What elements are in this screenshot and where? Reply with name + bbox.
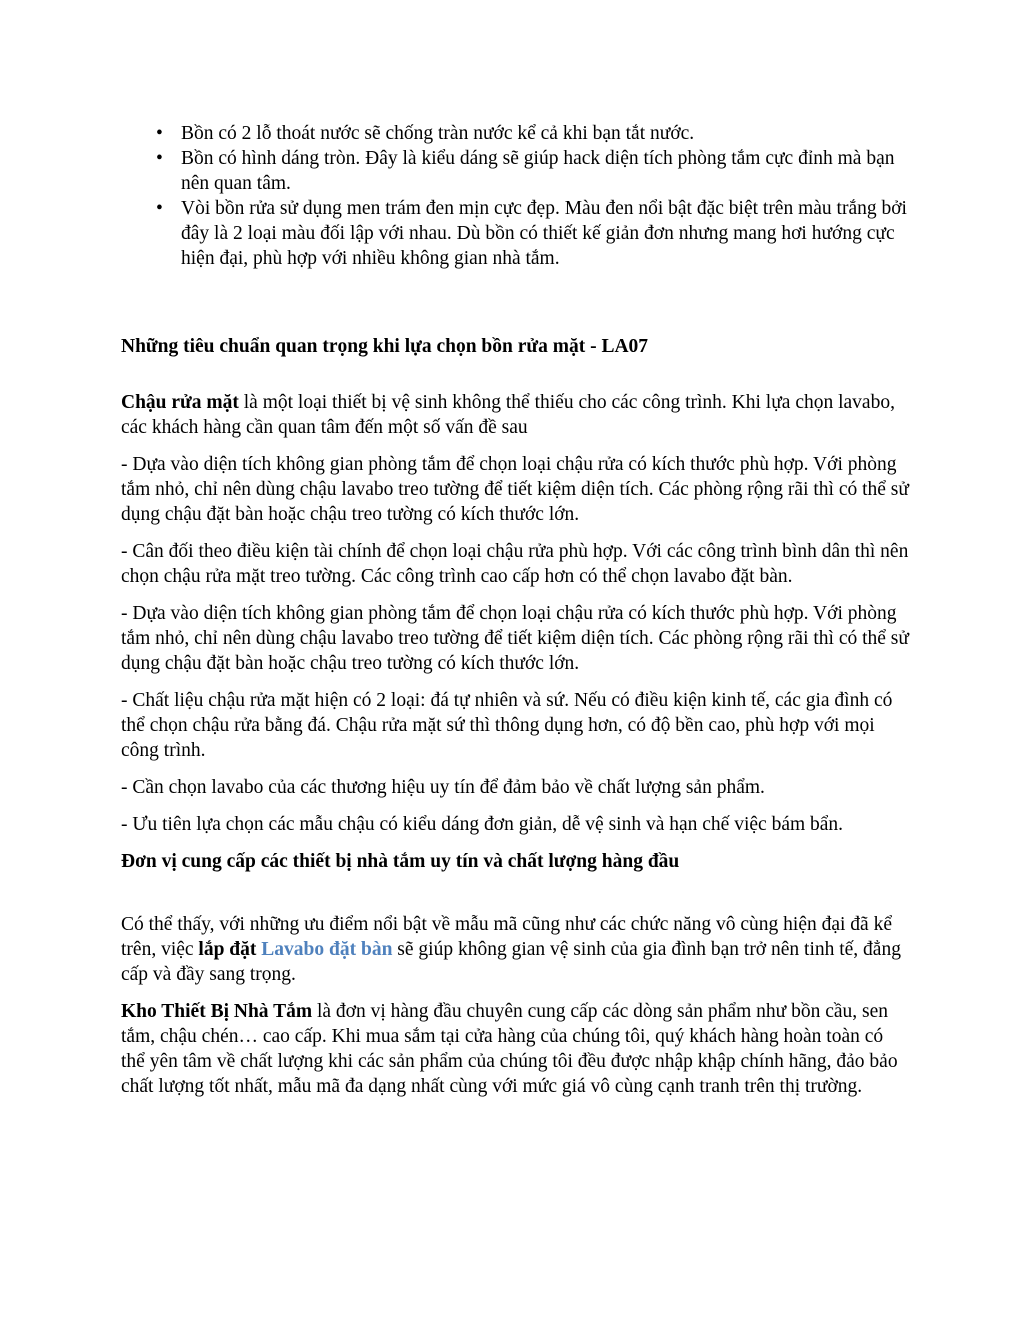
lavabo-dat-ban-link[interactable]: Lavabo đặt bàn — [261, 939, 393, 960]
bullet-item — [156, 196, 911, 271]
section-heading-supplier: Đơn vị cung cấp các thiết bị nhà tắm uy tín và chất lượng hàng đầu — [121, 851, 680, 872]
intro-bold-term: Chậu rửa mặt — [121, 392, 239, 413]
bullet-text: Bồn có 2 lỗ thoát nước sẽ chống tràn nước kể cả khi bạn tắt nước. — [181, 123, 695, 144]
criteria-point: - Dựa vào diện tích không gian phòng tắm để chọn loại chậu rửa có kích thước phù hợp. Với phòng tắm nhỏ, chỉ nên dùng chậu lavabo treo tường để tiết kiệm diện tích. Các phòng rộng rãi thì có thể sử dụng chậu đặt bàn hoặc chậu treo tường có kích thước lớn. — [121, 454, 909, 525]
supplier-paragraph-2 — [121, 999, 911, 1099]
paragraph-text: Có thể thấy, với những ưu điểm nổi bật về mẫu mã cũng như các chức năng vô cùng hiện đại đã kể trên, việc — [121, 914, 892, 960]
criteria-point: - Dựa vào diện tích không gian phòng tắm để chọn loại chậu rửa có kích thước phù hợp. Với phòng tắm nhỏ, chỉ nên dùng chậu lavabo treo tường để tiết kiệm diện tích. Các phòng rộng rãi thì có thể sử dụng chậu đặt bàn hoặc chậu treo tường có kích thước lớn. — [121, 603, 909, 674]
bullet-item — [156, 146, 911, 196]
section-heading-criteria: Những tiêu chuẩn quan trọng khi lựa chọn bồn rửa mặt - LA07 — [121, 336, 649, 357]
bold-term: lắp đặt — [198, 939, 257, 960]
criteria-point: - Chất liệu chậu rửa mặt hiện có 2 loại: đá tự nhiên và sứ. Nếu có điều kiện kinh tế, các gia đình có thể chọn chậu rửa bằng đá. Chậu rửa mặt sứ thì thông dụng hơn, có độ bền cao, phù hợp với mọi công trình. — [121, 690, 893, 761]
feature-bullet-list — [121, 121, 911, 271]
criteria-point: - Ưu tiên lựa chọn các mẫu chậu có kiểu dáng đơn giản, dễ vệ sinh và hạn chế việc bám bẩn. — [121, 814, 844, 835]
bullet-icon: • — [156, 123, 163, 144]
bullet-text: Vòi bồn rửa sử dụng men trám đen mịn cực đẹp. Màu đen nổi bật đặc biệt trên màu trắng bởi đây là 2 loại màu đối lập với nhau. Dù bồn có thiết kế giản đơn nhưng mang hơi hướng cực hiện đại, phù hợp với nhiều không gian nhà tắm. — [181, 198, 907, 269]
paragraph-text: là đơn vị hàng đầu chuyên cung cấp các dòng sản phẩm như bồn cầu, sen tắm, chậu chén… cao cấp. Khi mua sắm tại cửa hàng của chúng tôi, quý khách hàng hoàn toàn có thể yên tâm về chất lượng khi các sản phẩm của chúng tôi đều được nhập khập chính hãng, đảo bảo chất lượng tốt nhất, mẫu mã đa dạng nhất cùng với mức giá vô cùng cạnh tranh trên thị trường. — [121, 1001, 898, 1097]
criteria-point: - Cân đối theo điều kiện tài chính để chọn loại chậu rửa phù hợp. Với các công trình bình dân thì nên chọn chậu rửa mặt treo tường. Các công trình cao cấp hơn có thể chọn lavabo đặt bàn. — [121, 541, 909, 587]
bullet-text: Bồn có hình dáng tròn. Đây là kiểu dáng sẽ giúp hack diện tích phòng tắm cực đỉnh mà bạn nên quan tâm. — [181, 148, 895, 194]
bullet-icon: • — [156, 148, 163, 169]
document-page — [121, 121, 911, 1099]
bullet-icon: • — [156, 198, 163, 219]
criteria-point: - Cần chọn lavabo của các thương hiệu uy tín để đảm bảo về chất lượng sản phẩm. — [121, 777, 765, 798]
paragraph-text: sẽ giúp không gian vệ sinh của gia đình bạn trở nên tinh tế, đẳng cấp và đầy sang trọng. — [121, 939, 901, 985]
intro-paragraph — [121, 390, 911, 440]
brand-name: Kho Thiết Bị Nhà Tắm — [121, 1001, 313, 1022]
supplier-paragraph-1 — [121, 912, 911, 987]
intro-text: là một loại thiết bị vệ sinh không thể thiếu cho các công trình. Khi lựa chọn lavabo, các khách hàng cần quan tâm đến một số vấn đề sau — [121, 392, 895, 438]
bullet-item — [156, 121, 911, 146]
